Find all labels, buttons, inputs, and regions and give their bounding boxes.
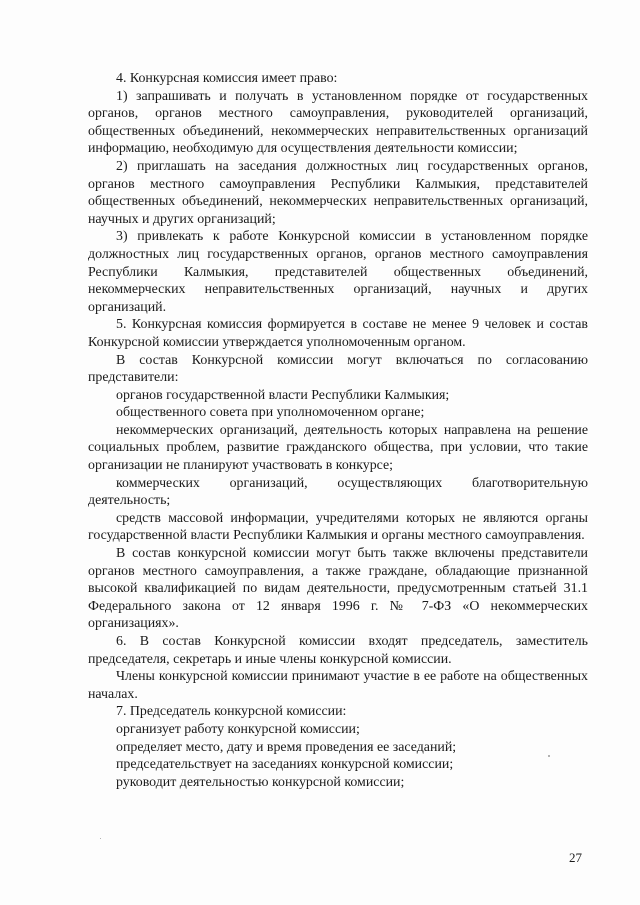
paragraph: 1) запрашивать и получать в установленном порядке от государственных органов, органов местного самоуправления, руководителей организаций, общественных объединений, некоммерческих неправительственных организаций информацию, необходимую для осуществления деятельности комиссии; [88,88,588,157]
document-body [88,70,588,791]
paragraph: В состав Конкурсной комиссии могут включаться по согласованию представители: [88,352,588,386]
paragraph: определяет место, дату и время проведения ее заседаний; [116,739,457,755]
scan-speck [548,755,550,757]
paragraph: органов государственной власти Республики Калмыкия; [116,387,450,403]
paragraph: 6. В состав Конкурсной комиссии входят председатель, заместитель председателя, секретарь и иные члены конкурсной комиссии. [88,634,588,667]
page-number: 27 [569,850,582,865]
paragraph: некоммерческих организаций, деятельность которых направлена на решение социальных проблем, развитие гражданского общества, при условии, что такие организации не планируют участвовать в конкурсе; [88,422,588,474]
scan-speck [100,838,101,839]
paragraph: 4. Конкурсная комиссия имеет право: [116,71,338,86]
paragraph: 5. Конкурсная комиссия формируется в составе не менее 9 человек и состав Конкурсной комиссии утверждается уполномоченным органом. [88,317,588,350]
paragraph: 2) приглашать на заседания должностных лиц государственных органов, органов местного самоуправления Республики Калмыкия, представителей общественных объединений, некоммерческих неправительственных организаций, научных и других организаций; [88,158,588,227]
paragraph: 7. Председатель конкурсной комиссии: [116,704,347,720]
paragraph: организует работу конкурсной комиссии; [116,721,360,737]
paragraph: 3) привлекать к работе Конкурсной комиссии в установленном порядке должностных лиц государственных органов, органов местного самоуправления Республики Калмыкия, представителей общественных объединений, некоммерческих неправительственных организаций, научных и других организаций. [88,229,588,315]
paragraph: средств массовой информации, учредителями которых не являются органы государственной власти Республики Калмыкия и органы местного самоуправления. [88,510,588,544]
paragraph: Члены конкурсной комиссии принимают участие в ее работе на общественных началах. [88,669,588,702]
paragraph: руководит деятельностью конкурсной комиссии; [116,774,405,790]
paragraph: председательствует на заседаниях конкурсной комиссии; [116,757,454,773]
paragraph: общественного совета при уполномоченном органе; [116,405,425,421]
paragraph: коммерческих организаций, осуществляющих благотворительную деятельность; [88,475,588,509]
paragraph: В состав конкурсной комиссии могут быть также включены представители органов местного самоуправления, а также граждане, обладающие признанной высокой квалификацией по видам деятельности, предусмотренным статьей 31.1 Федерального закона от 12 января 1996 г. № 7-ФЗ «О некоммерческих организациях». [88,546,588,632]
